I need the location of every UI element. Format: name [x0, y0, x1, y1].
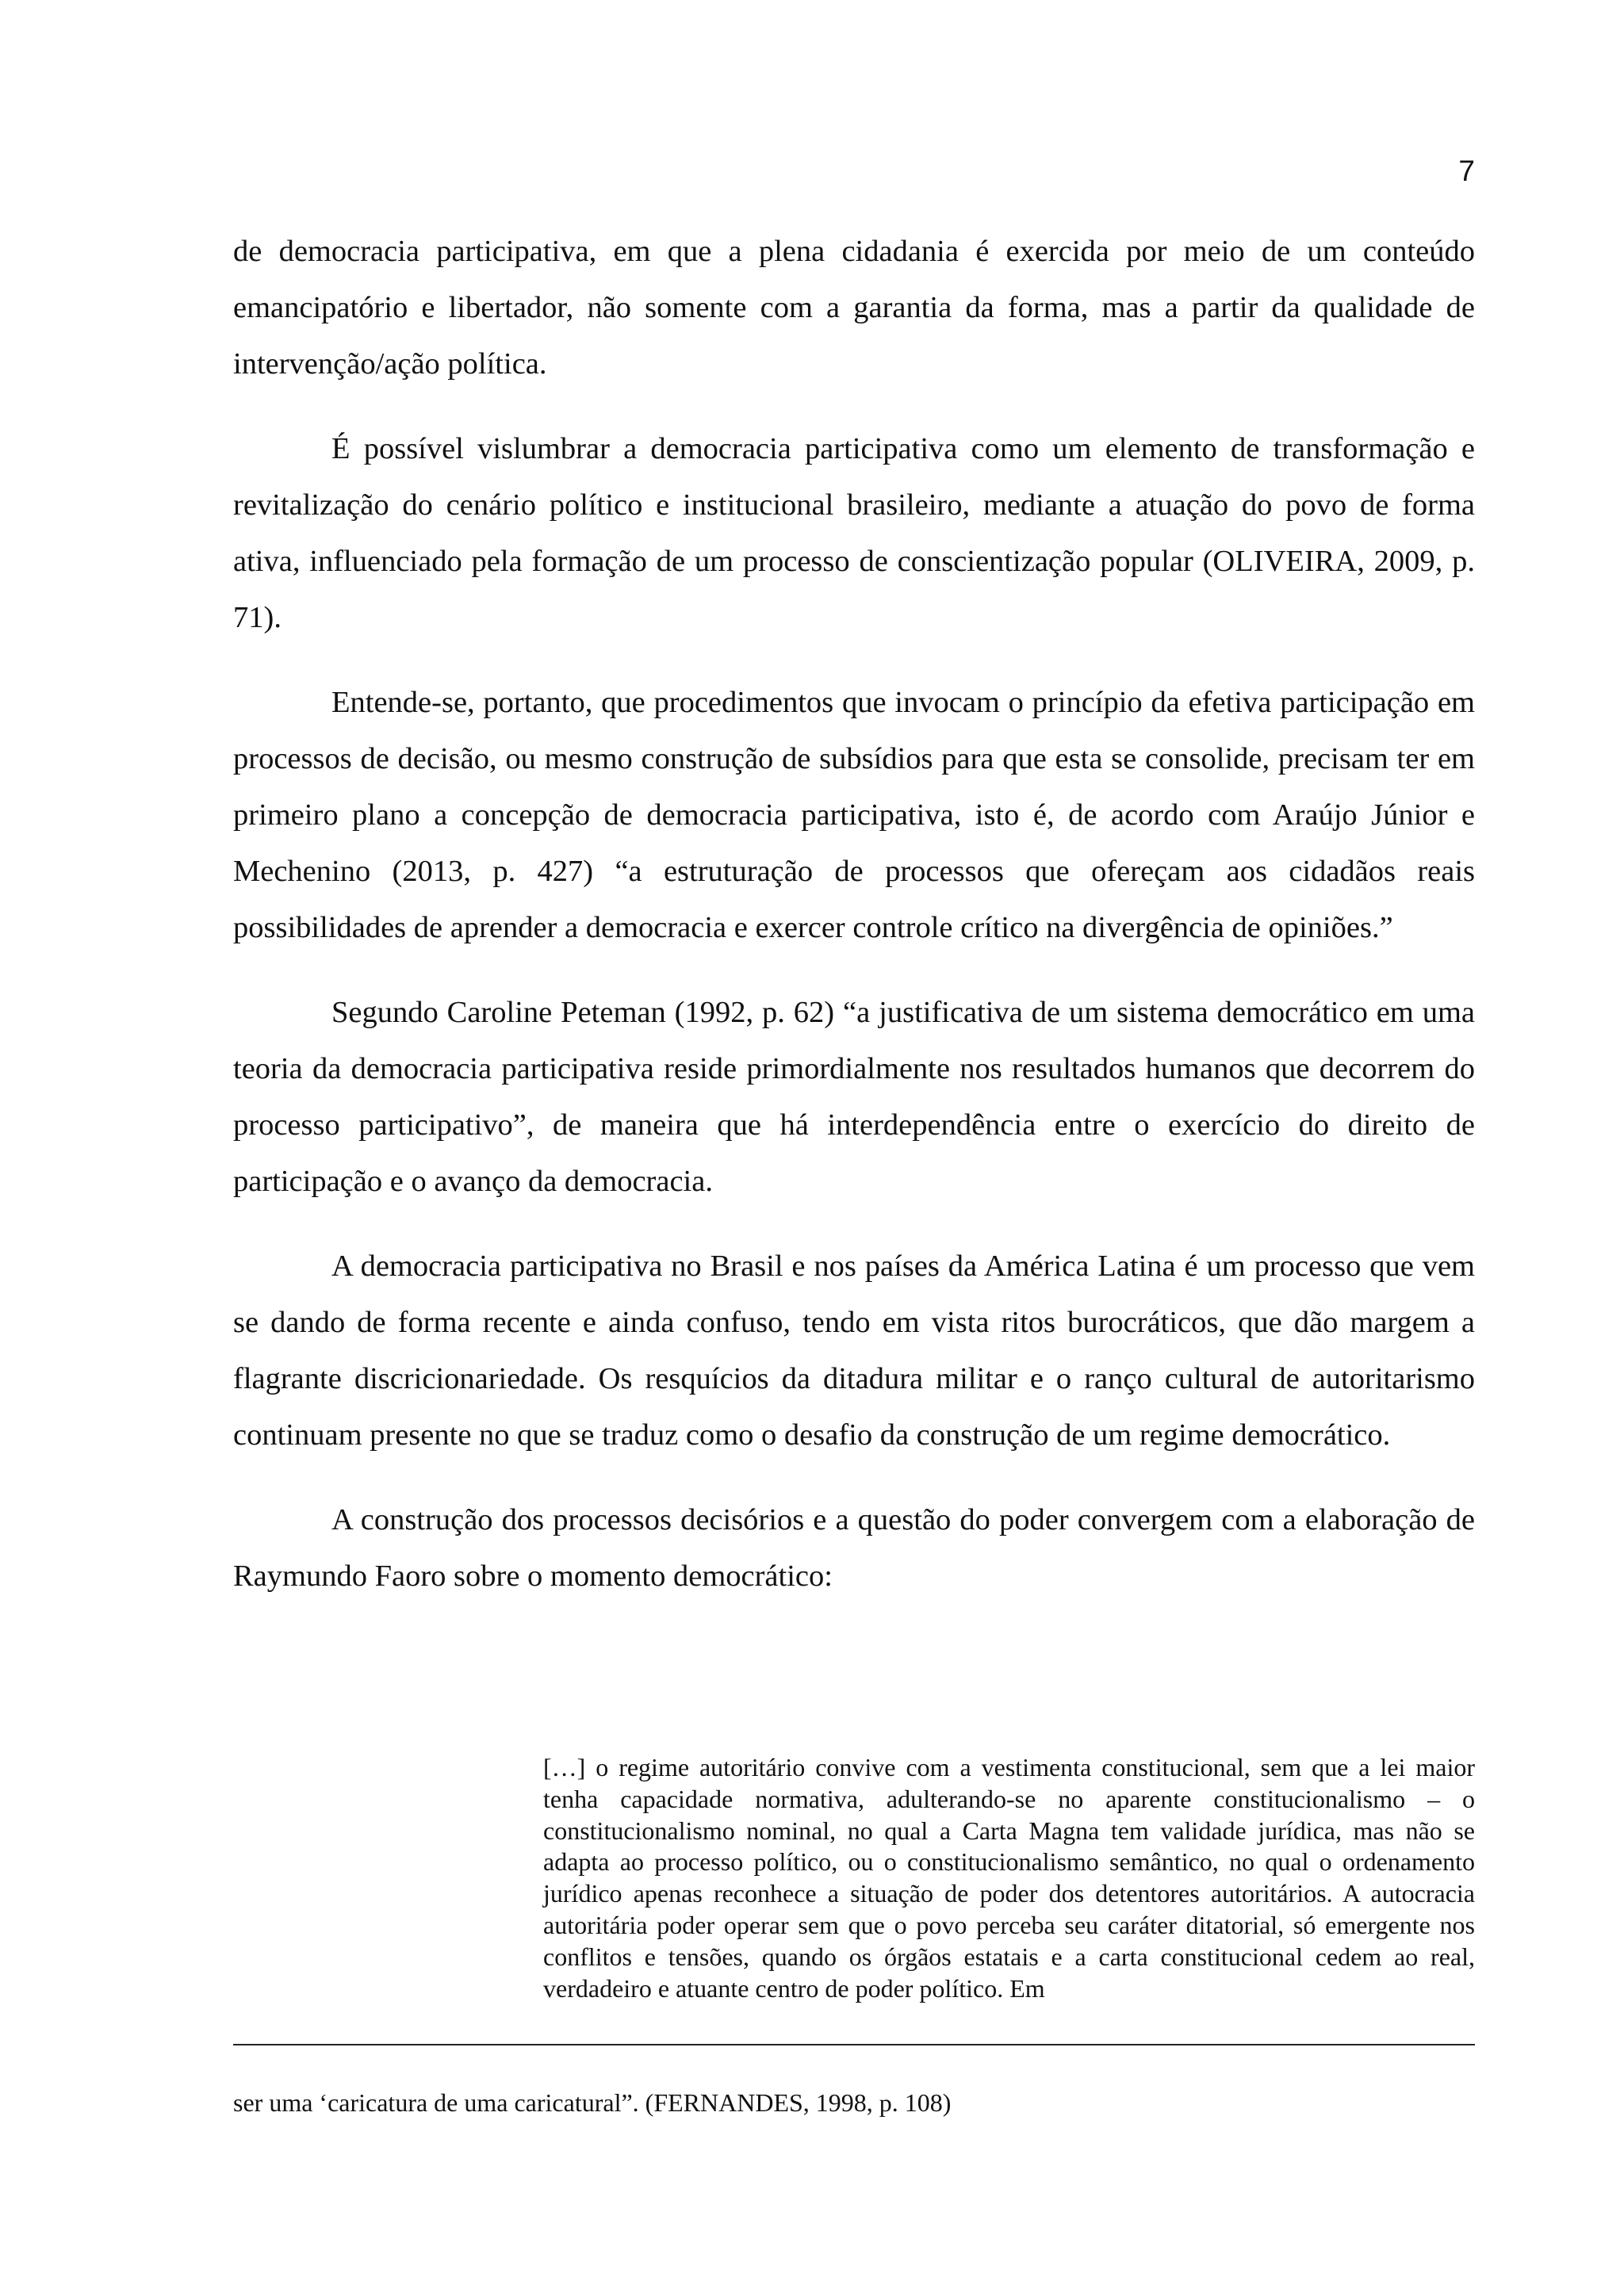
- paragraph-continuation: de democracia participativa, em que a plena cidadania é exercida por meio de um conteúdo emancipatório e libertador, não somente com a garantia da forma, mas a partir da qualidade de intervenção/ação política.: [233, 235, 1475, 381]
- footnote-divider: [233, 2044, 1475, 2045]
- block-quote-faoro: […] o regime autoritário convive com a vestimenta constitucional, sem que a lei maior tenha capacidade normativa, adulterando-se no aparente constitucionalismo – o constitucionalismo nominal, no qual a Carta Magna tem validade jurídica, mas não se adapta ao processo político, ou o constitucionalismo semântico, no qual o ordenamento jurídico apenas reconhece a situação de poder dos detentores autoritários. A autocracia autoritária poder operar sem que o povo perceba seu caráter ditatorial, só emergente nos conflitos e tensões, quando os órgãos estatais e a carta constitucional cedem ao real, verdadeiro e atuante centro de poder político. Em: [543, 1753, 1475, 2003]
- page-number: 7: [1458, 155, 1475, 187]
- quote-continuation-note: ser uma ‘caricatura de uma caricatural”. (FERNANDES, 1998, p. 108): [233, 2088, 952, 2117]
- paragraph-peteman: Segundo Caroline Peteman (1992, p. 62) “a justificativa de um sistema democrático em uma teoria da democracia participativa reside primordialmente nos resultados humanos que decorrem do processo participativo”, de maneira que há interdependência entre o exercício do direito de participação e o avanço da democracia.: [233, 996, 1475, 1198]
- body-text: [233, 224, 1475, 1633]
- paragraph-effective-participation: Entende-se, portanto, que procedimentos que invocam o princípio da efetiva participação em processos de decisão, ou mesmo construção de subsídios para que esta se consolide, precisam ter em primeiro plano a concepção de democracia participativa, isto é, de acordo com Araújo Júnior e Mechenino (2013, p. 427) “a estruturação de processos que ofereçam aos cidadãos reais possibilidades de aprender a democracia e exercer controle crítico na divergência de opiniões.”: [233, 686, 1475, 944]
- paragraph-faoro-intro: A construção dos processos decisórios e a questão do poder convergem com a elaboração de Raymundo Faoro sobre o momento democrático:: [233, 1503, 1475, 1593]
- paragraph-participative-democracy: É possível vislumbrar a democracia participativa como um elemento de transformação e revitalização do cenário político e institucional brasileiro, mediante a atuação do povo de forma ativa, influenciado pela formação de um processo de conscientização popular (OLIVEIRA, 2009, p. 71).: [233, 432, 1475, 634]
- paragraph-latin-america: A democracia participativa no Brasil e nos países da América Latina é um processo que vem se dando de forma recente e ainda confuso, tendo em vista ritos burocráticos, que dão margem a flagrante discricionariedade. Os resquícios da ditadura militar e o ranço cultural de autoritarismo continuam presente no que se traduz como o desafio da construção de um regime democrático.: [233, 1249, 1475, 1452]
